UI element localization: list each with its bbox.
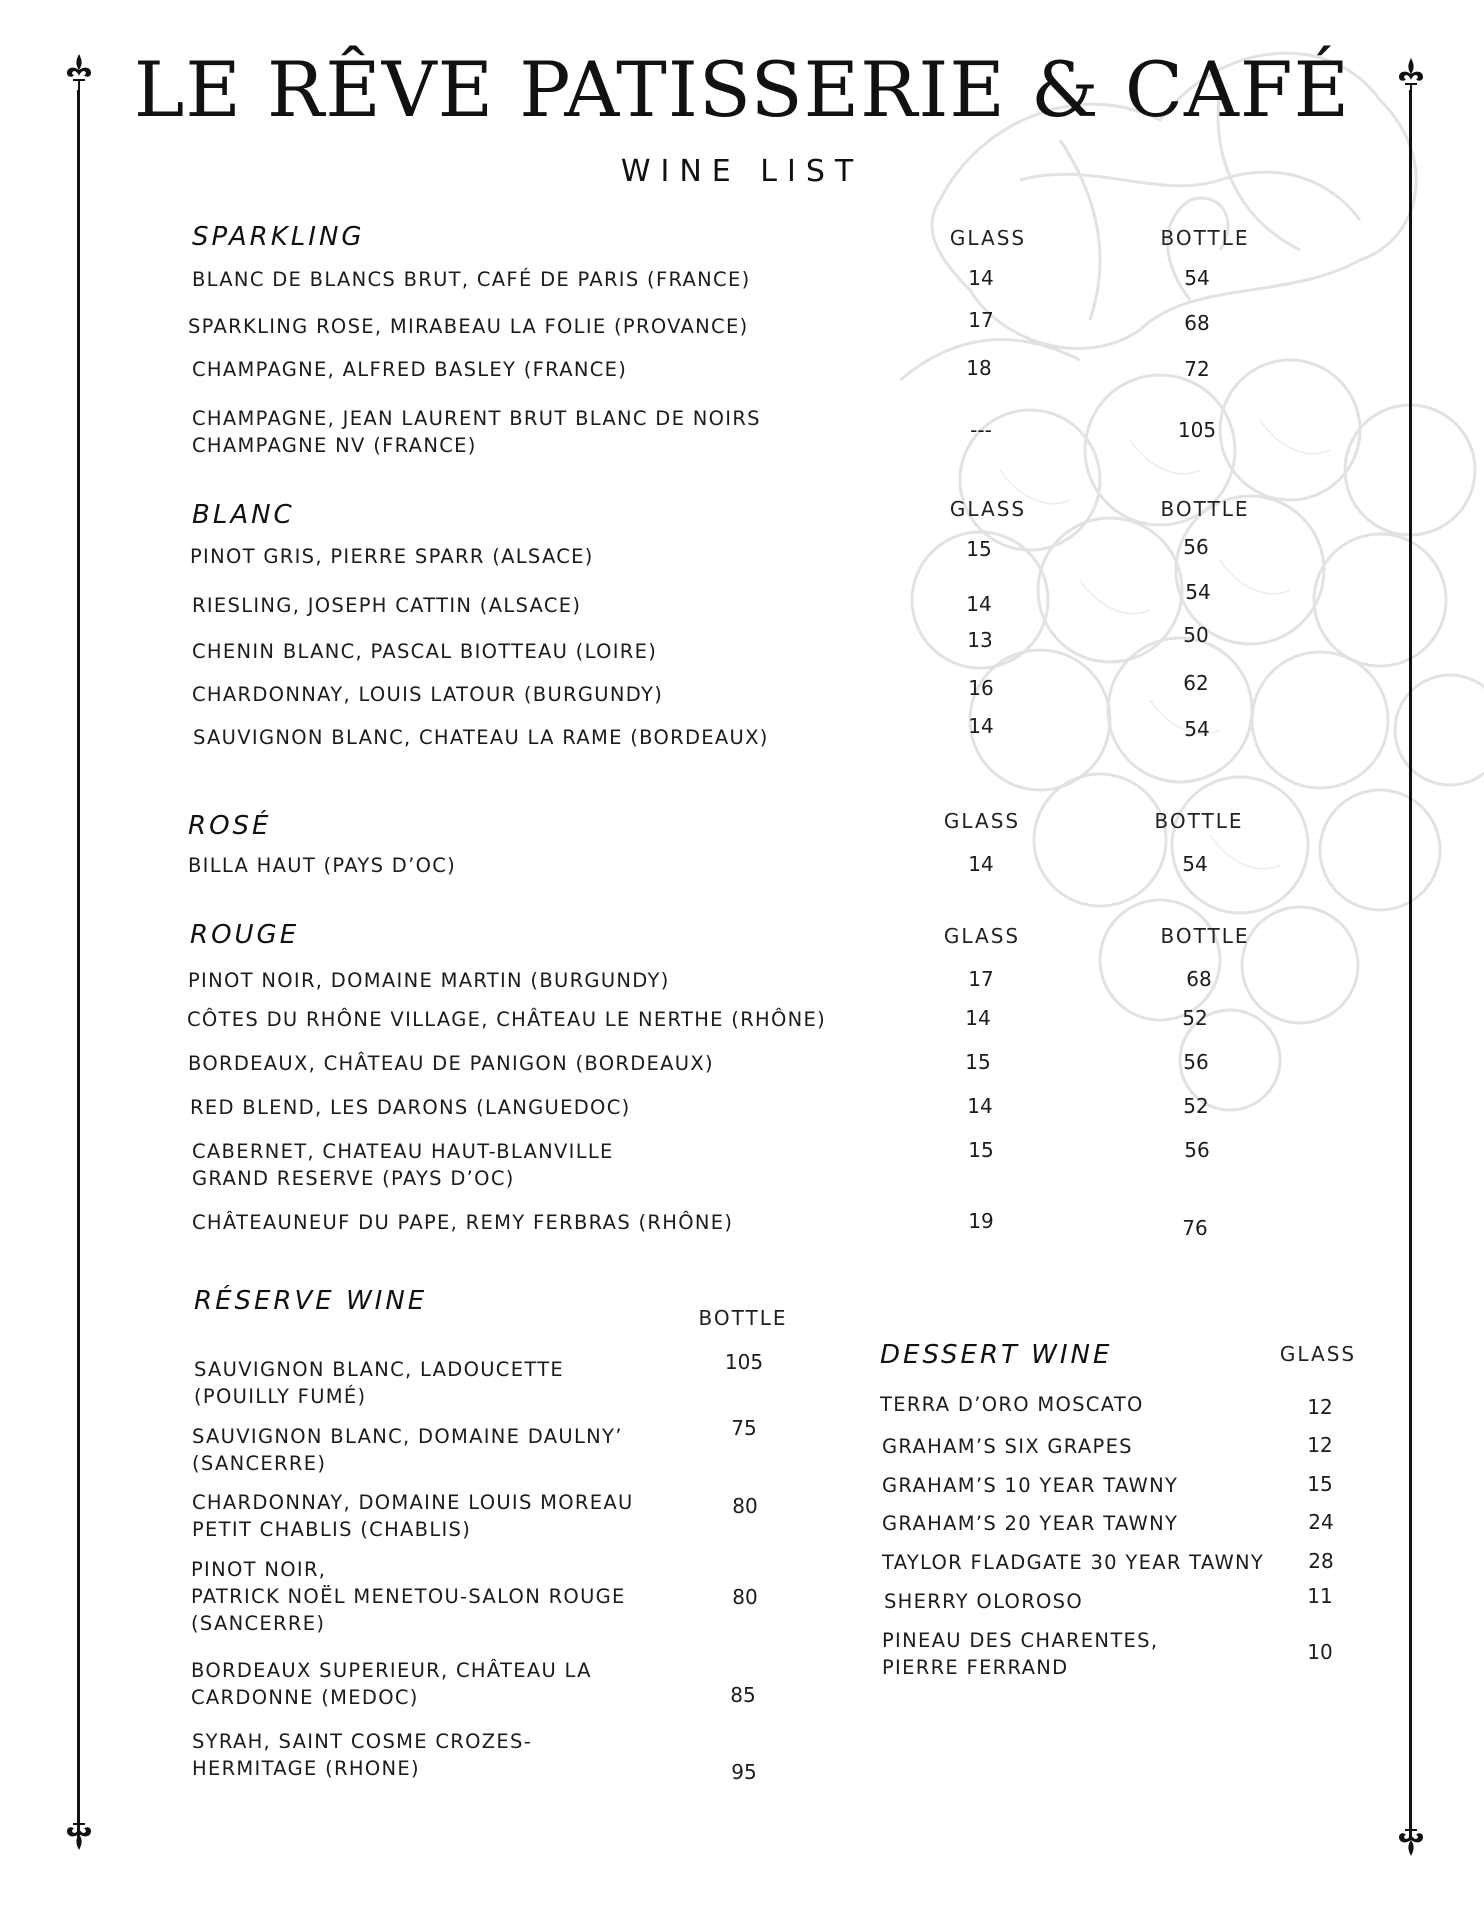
bottle-price: 80 [732,1494,758,1518]
glass-price: 15 [966,537,992,561]
wine-item: GRAHAM’S SIX GRAPES [882,1435,1133,1458]
wine-item [192,405,761,459]
glass-price: 12 [1307,1433,1333,1457]
wine-item-line: BORDEAUX SUPERIEUR, CHÂTEAU LA [191,1659,592,1682]
section-title-sparkling: SPARKLING [192,222,365,252]
wine-item: PINOT NOIR, DOMAINE MARTIN (BURGUNDY) [188,969,670,992]
glass-price: 14 [968,714,994,738]
wine-item: BORDEAUX, CHÂTEAU DE PANIGON (BORDEAUX) [188,1052,714,1075]
wine-item-line: SAUVIGNON BLANC, LADOUCETTE [194,1358,565,1381]
blanc-bottle-header: BOTTLE [1160,497,1250,521]
bottle-price: 105 [1177,418,1217,442]
bottle-price: 56 [1184,1138,1210,1162]
wine-item: SHERRY OLOROSO [884,1590,1084,1613]
wine-item: PINOT GRIS, PIERRE SPARR (ALSACE) [190,545,594,568]
wine-item [191,1556,626,1637]
wine-item: SAUVIGNON BLANC, CHATEAU LA RAME (BORDEAUX) [193,726,769,749]
glass-price: 15 [968,1138,994,1162]
bottle-price: 54 [1184,266,1210,290]
glass-price: 19 [968,1209,994,1233]
dessert-glass-header: GLASS [1279,1342,1357,1366]
bottle-price: 54 [1184,717,1210,741]
fleur-de-lis-icon [1396,1818,1426,1858]
glass-price: 18 [966,356,992,380]
wine-item-line: HERMITAGE (RHONE) [192,1757,420,1780]
wine-item-line: PINEAU DES CHARENTES, [882,1629,1159,1652]
wine-item [191,1657,592,1711]
wine-item [192,1728,532,1782]
wine-item: GRAHAM’S 10 YEAR TAWNY [882,1474,1179,1497]
wine-item: TERRA D’ORO MOSCATO [880,1393,1144,1416]
section-title-rose: ROSÉ [188,811,272,841]
bottle-price: 50 [1183,623,1209,647]
bottle-price: 76 [1182,1216,1208,1240]
glass-price: --- [970,418,992,442]
wine-item-line: PATRICK NOËL MENETOU-SALON ROUGE [191,1585,626,1608]
wine-item-line: PIERRE FERRAND [882,1656,1069,1679]
glass-price: 16 [968,676,994,700]
wine-item: CHENIN BLANC, PASCAL BIOTTEAU (LOIRE) [192,640,658,663]
wine-item-line: CHARDONNAY, DOMAINE LOUIS MOREAU [192,1491,634,1514]
bottle-price: 75 [731,1416,757,1440]
wine-item-line: CHAMPAGNE NV (FRANCE) [192,434,477,457]
wine-item [882,1627,1158,1681]
wine-item-line: (SANCERRE) [192,1452,327,1475]
section-title-rouge: ROUGE [190,920,300,950]
section-title-blanc: BLANC [192,500,295,530]
wine-item-line: CARDONNE (MEDOC) [191,1686,419,1709]
wine-item: TAYLOR FLADGATE 30 YEAR TAWNY [882,1551,1265,1574]
wine-item: CHAMPAGNE, ALFRED BASLEY (FRANCE) [192,358,628,381]
rouge-bottle-header: BOTTLE [1160,924,1250,948]
bottle-price: 68 [1184,311,1210,335]
glass-price: 14 [966,592,992,616]
reserve-bottle-header: BOTTLE [698,1306,788,1330]
glass-price: 14 [968,852,994,876]
wine-item: RED BLEND, LES DARONS (LANGUEDOC) [190,1096,631,1119]
wine-item: SPARKLING ROSE, MIRABEAU LA FOLIE (PROVANCE) [188,315,749,338]
bottle-price: 105 [724,1350,764,1374]
section-title-dessert: DESSERT WINE [880,1340,1113,1370]
bottle-price: 54 [1185,580,1211,604]
wine-item-line: PETIT CHABLIS (CHABLIS) [192,1518,472,1541]
glass-price: 13 [967,628,993,652]
glass-price: 17 [968,967,994,991]
wine-item [192,1423,623,1477]
bottle-price: 62 [1183,671,1209,695]
glass-price: 14 [967,1094,993,1118]
wine-item: BILLA HAUT (PAYS D’OC) [188,854,457,877]
wine-item-line: CHAMPAGNE, JEAN LAURENT BRUT BLANC DE NOIRS [192,407,761,430]
page-subtitle: WINE LIST [620,154,864,189]
glass-price: 14 [965,1006,991,1030]
glass-price: 17 [968,308,994,332]
bottle-price: 72 [1184,357,1210,381]
bottle-price: 54 [1182,852,1208,876]
wine-item-line: SYRAH, SAINT COSME CROZES- [192,1730,533,1753]
glass-price: 15 [1307,1472,1333,1496]
glass-price: 10 [1307,1640,1333,1664]
wine-item-line: GRAND RESERVE (PAYS D’OC) [192,1167,515,1190]
wine-item: GRAHAM’S 20 YEAR TAWNY [882,1512,1179,1535]
wine-item-line: PINOT NOIR, [191,1558,327,1581]
bottle-price: 52 [1182,1006,1208,1030]
wine-item: RIESLING, JOSEPH CATTIN (ALSACE) [192,594,582,617]
section-title-reserve: RÉSERVE WINE [194,1286,428,1316]
wine-item: CÔTES DU RHÔNE VILLAGE, CHÂTEAU LE NERTHE (RHÔNE) [187,1008,827,1031]
bottle-price: 56 [1183,535,1209,559]
blanc-glass-header: GLASS [949,497,1027,521]
wine-item [192,1489,634,1543]
glass-price: 28 [1308,1549,1334,1573]
glass-price: 14 [968,266,994,290]
rose-bottle-header: BOTTLE [1154,809,1244,833]
wine-item [192,1138,614,1192]
rouge-glass-header: GLASS [943,924,1021,948]
wine-item-line: (POUILLY FUMÉ) [194,1385,367,1408]
bottle-price: 85 [730,1683,756,1707]
left-border-rule [77,90,80,1840]
bottle-price: 68 [1186,967,1212,991]
wine-item-line: CABERNET, CHATEAU HAUT-BLANVILLE [192,1140,614,1163]
glass-price: 15 [965,1050,991,1074]
right-border-rule [1409,90,1412,1840]
wine-item: BLANC DE BLANCS BRUT, CAFÉ DE PARIS (FRANCE) [192,268,751,291]
bottle-price: 80 [732,1585,758,1609]
sparkling-glass-header: GLASS [949,226,1027,250]
glass-price: 24 [1308,1510,1334,1534]
sparkling-bottle-header: BOTTLE [1160,226,1250,250]
bottle-price: 52 [1183,1094,1209,1118]
wine-item: CHÂTEAUNEUF DU PAPE, REMY FERBRAS (RHÔNE) [192,1211,734,1234]
glass-price: 11 [1307,1584,1333,1608]
glass-price: 12 [1307,1395,1333,1419]
bottle-price: 56 [1183,1050,1209,1074]
fleur-de-lis-icon [64,1812,94,1852]
page-title: LE RÊVE PATISSERIE & CAFÉ [133,45,1351,134]
wine-item-line: SAUVIGNON BLANC, DOMAINE DAULNY’ [192,1425,623,1448]
wine-item: CHARDONNAY, LOUIS LATOUR (BURGUNDY) [192,683,664,706]
bottle-price: 95 [731,1760,757,1784]
wine-item [194,1356,564,1410]
wine-item-line: (SANCERRE) [191,1612,326,1635]
rose-glass-header: GLASS [943,809,1021,833]
